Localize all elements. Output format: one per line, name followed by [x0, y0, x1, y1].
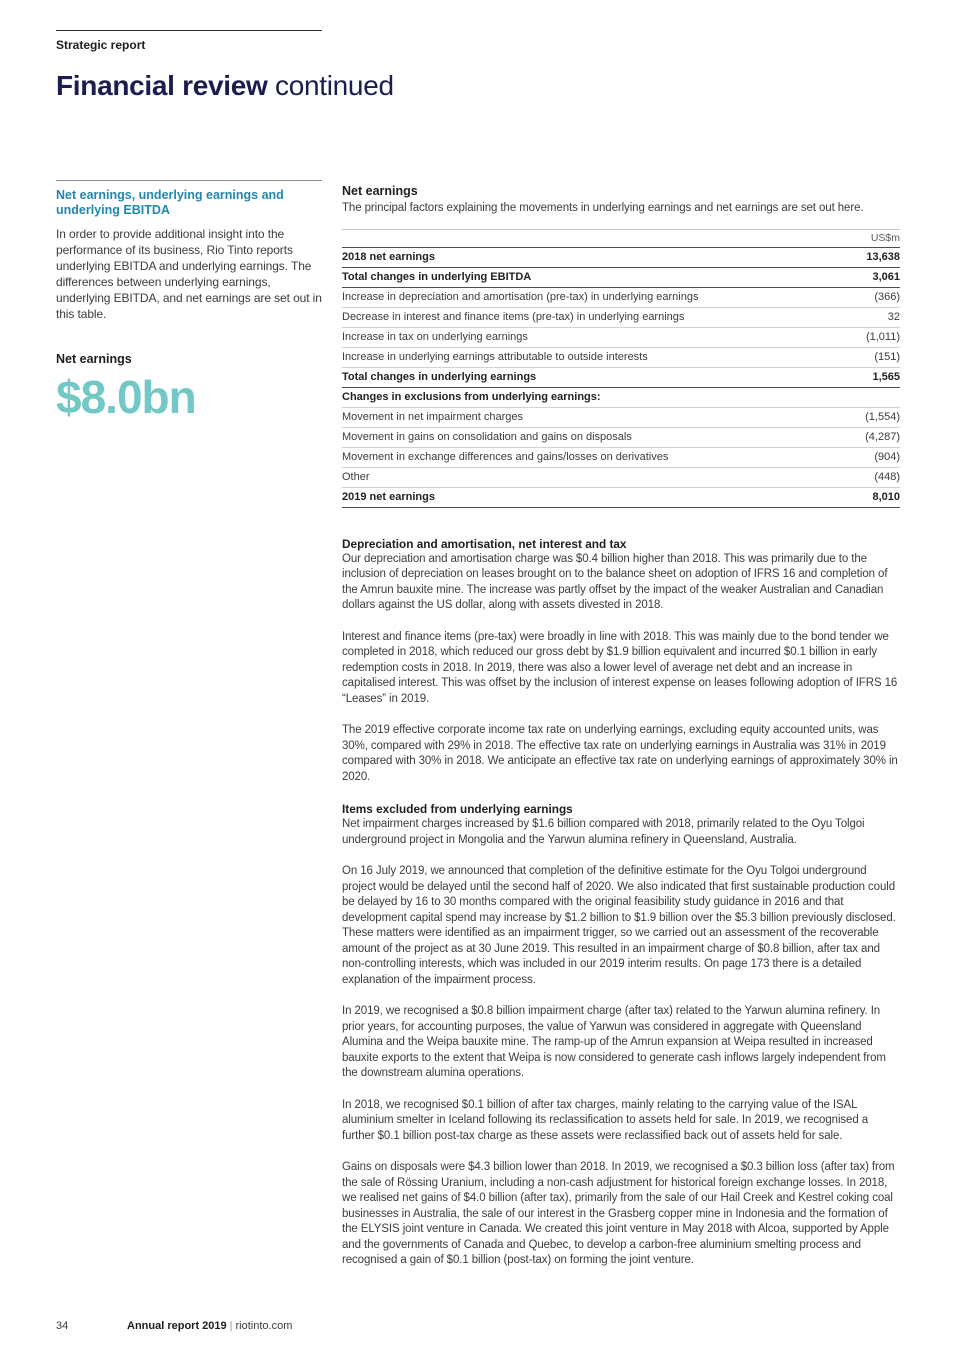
row-value: 1,565: [850, 367, 900, 387]
paragraph: Interest and finance items (pre-tax) were broadly in line with 2018. This was mainly due to the bond tender we completed in 2018, which reduced our gross debt by $1.9 billion equivalent and incurred $0.1 billion in early redemption costs in 2018. In 2019, there was also a lower level of average net debt and an increase in capitalised interest. This was offset by the inclusion of interest expense on leases following adoption of IFRS 16 “Leases” in 2019.: [342, 630, 898, 705]
row-label: Increase in underlying earnings attributable to outside interests: [342, 347, 850, 367]
table-row: [342, 427, 900, 447]
table-row: [342, 467, 900, 487]
row-label: 2018 net earnings: [342, 247, 850, 267]
paragraph: Gains on disposals were $4.3 billion lower than 2018. In 2019, we recognised a $0.3 billion loss (after tax) from the sale of Rössing Uranium, including a non-cash adjustment for historical foreign exchange losses. In 2018, we realised net gains of $4.0 billion (after tax), primarily from the sale of our Hail Creek and Kestrel coking coal businesses in Australia, the sale of our interest in the Grasberg copper mine in Indonesia and the formation of the ELYSIS joint venture in Canada. We created this joint venture in May 2018 with Alcoa, supported by Apple and the governments of Canada and Quebec, to develop a carbon-free aluminium smelting process and recognised a gain of $0.1 billion (post-tax) on forming the joint venture.: [342, 1161, 895, 1266]
section-depreciation: [342, 536, 900, 786]
row-label: Increase in depreciation and amortisation (pre-tax) in underlying earnings: [342, 287, 850, 307]
sidebar: [56, 180, 322, 424]
net-earnings-table: [342, 229, 900, 508]
section-label: Strategic report: [56, 38, 146, 52]
sidebar-body-text: In order to provide additional insight into the performance of its business, Rio Tinto reports underlying EBITDA and underlying earnings. The differences between underlying earnings, underlying EBITDA, and net earnings are set out in this table.: [56, 227, 322, 321]
metric-value: $8.0bn: [56, 371, 196, 423]
table-row: [342, 247, 900, 267]
metric-label: Net earnings: [56, 352, 132, 366]
page-title-suffix: continued: [267, 70, 394, 101]
row-value: (366): [850, 287, 900, 307]
footer-website-link: riotinto.com: [235, 1320, 293, 1332]
page-number: 34: [56, 1320, 69, 1332]
table-row: [342, 307, 900, 327]
main-column: [342, 183, 900, 1285]
row-label: Total changes in underlying earnings: [342, 367, 850, 387]
sidebar-heading: Net earnings, underlying earnings and underlying EBITDA: [56, 188, 284, 217]
footer-report-label: Annual report 2019: [127, 1320, 227, 1332]
row-value: 32: [850, 307, 900, 327]
paragraph: In 2019, we recognised a $0.8 billion impairment charge (after tax) related to the Yarwun alumina refinery. In prior years, for accounting purposes, the value of Yarwun was considered in aggregate with Queensland Alumina and the Weipa bauxite mine. The ramp-up of the Amrun expansion at Weipa resulted in increased bauxite exports to the extent that Weipa is now considered to generate cash inflows largely independent from the downstream alumina operations.: [342, 1005, 886, 1079]
row-label: Movement in exchange differences and gains/losses on derivatives: [342, 447, 850, 467]
table-row: [342, 267, 900, 287]
paragraph: The 2019 effective corporate income tax rate on underlying earnings, excluding equity accounted units, was 30%, compared with 29% in 2018. The effective tax rate on underlying earnings in Australia was 31% in 2019 compared with 30% in 2018. We anticipate an effective tax rate on underlying earnings of approximately 30% in 2020.: [342, 724, 898, 783]
row-value: (1,011): [850, 327, 900, 347]
row-label: Increase in tax on underlying earnings: [342, 327, 850, 347]
table-row: [342, 347, 900, 367]
row-value: (904): [850, 447, 900, 467]
row-value: (151): [850, 347, 900, 367]
table-unit-header: US$m: [850, 229, 900, 247]
row-value: [850, 387, 900, 407]
intro-text: The principal factors explaining the movements in underlying earnings and net earnings are set out here.: [342, 202, 864, 214]
footer-divider: |: [229, 1320, 233, 1332]
paragraph: Our depreciation and amortisation charge was $0.4 billion higher than 2018. This was primarily due to the inclusion of depreciation on leases brought on to the balance sheet on adoption of IFRS 16 and completion of the Amrun bauxite mine. The increase was partly offset by the impact of the weaker Australian and Canadian dollars against the US dollar, along with assets divested in 2018.: [342, 552, 888, 611]
row-value: (1,554): [850, 407, 900, 427]
paragraph: On 16 July 2019, we announced that completion of the definitive estimate for the Oyu Tolgoi underground project would be delayed until the second half of 2020. We also indicated that first sustainable production could be delayed by 16 to 30 months compared with the original feasibility study guidance in 2016 and that development capital spend may increase by $1.2 billion to $1.9 billion over the $5.3 billion previously disclosed. These matters were identified as an impairment trigger, so we carried out an assessment of the recoverable amount of the project as at 30 June 2019. This resulted in an impairment charge of $0.8 billion, after tax and non-controlling interests, which was included in our 2019 interim results. On page 173 there is a detailed explanation of the impairment process.: [342, 865, 896, 986]
section-heading: Depreciation and amortisation, net interest and tax: [342, 536, 627, 551]
sidebar-rule: [56, 180, 322, 181]
section-heading: Items excluded from underlying earnings: [342, 802, 573, 816]
header-rule: [56, 30, 322, 31]
row-label: Changes in exclusions from underlying earnings:: [342, 387, 850, 407]
unit-row-spacer: [342, 229, 850, 247]
row-label: Decrease in interest and finance items (pre-tax) in underlying earnings: [342, 307, 850, 327]
row-value: 13,638: [850, 247, 900, 267]
row-label: Movement in gains on consolidation and gains on disposals: [342, 427, 850, 447]
row-label: Total changes in underlying EBITDA: [342, 267, 850, 287]
table-row: [342, 287, 900, 307]
table-row: [342, 367, 900, 387]
table-row: [342, 487, 900, 507]
page-title: [56, 70, 394, 102]
table-unit-row: [342, 229, 900, 247]
footer-meta: [127, 1320, 292, 1332]
table-row: [342, 447, 900, 467]
row-value: (4,287): [850, 427, 900, 447]
paragraph: In 2018, we recognised $0.1 billion of after tax charges, mainly relating to the carrying value of the ISAL aluminium smelter in Iceland following its reclassification to assets held for sale. In 2019, we recognised a further $0.1 billion post-tax charge as these assets were reclassified back out of assets held for sale.: [342, 1098, 869, 1142]
row-label: 2019 net earnings: [342, 487, 850, 507]
main-heading: Net earnings: [342, 184, 418, 198]
row-value: (448): [850, 467, 900, 487]
paragraph: Net impairment charges increased by $1.6 billion compared with 2018, primarily related to the Oyu Tolgoi underground project in Mongolia and the Yarwun alumina refinery in Queensland, Australia.: [342, 818, 865, 846]
table-row: [342, 407, 900, 427]
page-title-main: Financial review: [56, 70, 268, 101]
row-label: Movement in net impairment charges: [342, 407, 850, 427]
table-row: [342, 387, 900, 407]
row-label: Other: [342, 467, 850, 487]
row-value: 8,010: [850, 487, 900, 507]
section-items-excluded: [342, 801, 900, 1269]
table-row: [342, 327, 900, 347]
row-value: 3,061: [850, 267, 900, 287]
